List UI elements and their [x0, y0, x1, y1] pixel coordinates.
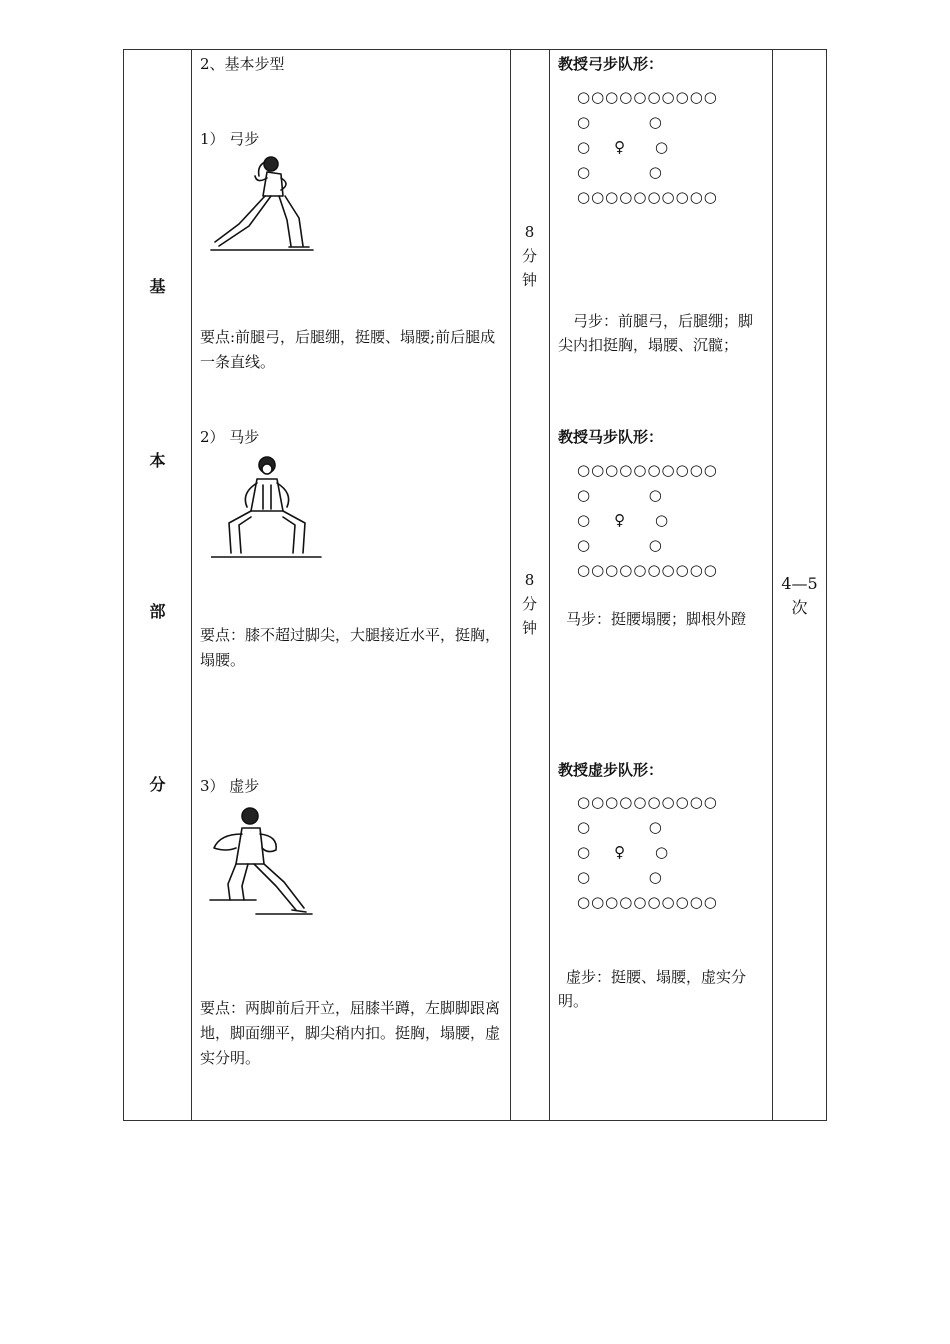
empty-stance-figure — [206, 802, 316, 918]
time-column — [510, 50, 550, 1120]
lesson-table — [123, 49, 827, 1121]
formation-row: ○○○○○○○○○○ — [577, 793, 718, 811]
formation-row: ○ ○ — [577, 113, 663, 131]
time-number: 8 — [524, 571, 535, 589]
formation-row: ○○○○○○○○○○ — [577, 188, 718, 206]
bow-formation-note: 弓步：前腿弓，后腿绷；脚尖内扣挺胸，塌腰、沉髋； — [558, 312, 754, 354]
horse-stance-title: 2） 马步 — [200, 428, 260, 446]
section-column — [124, 50, 192, 1120]
formation-row: ○ ○ — [577, 868, 663, 886]
bow-stance-figure — [209, 154, 315, 252]
time-unit-char: 钟 — [521, 619, 537, 637]
bow-formation — [577, 85, 718, 210]
time-unit-char: 分 — [521, 595, 537, 613]
formation-row: ○○○○○○○○○○ — [577, 88, 718, 106]
time-number: 8 — [524, 223, 535, 241]
section-char-4: 分 — [149, 775, 166, 794]
horse-formation-heading: 教授马步队形： — [558, 428, 664, 446]
formation-row: ○ ♀ ○ — [577, 511, 670, 529]
horse-formation — [577, 458, 718, 583]
bow-stance-points: 要点:前腿弓，后腿绷，挺腰、塌腰;前后腿成一条直线。 — [200, 328, 496, 371]
bow-stance-title: 1） 弓步 — [200, 130, 260, 148]
formation-row: ○ ○ — [577, 486, 663, 504]
empty-stance-title: 3） 虚步 — [200, 777, 260, 795]
repetition-count: 4—5 — [781, 574, 818, 593]
time-unit-char: 钟 — [521, 271, 537, 289]
horse-stance-figure — [211, 453, 323, 561]
formation-row: ○ ♀ ○ — [577, 138, 670, 156]
repetition-unit: 次 — [791, 598, 808, 617]
formation-row: ○ ○ — [577, 818, 663, 836]
formation-row: ○ ♀ ○ — [577, 843, 670, 861]
formation-row: ○○○○○○○○○○ — [577, 561, 718, 579]
time-block-2 — [510, 568, 549, 640]
content-heading: 2、基本步型 — [200, 55, 285, 73]
time-unit-char: 分 — [521, 247, 537, 265]
horse-formation-note: 马步：挺腰塌腰；脚根外蹬 — [566, 610, 747, 628]
section-char-2: 本 — [149, 451, 166, 470]
empty-formation — [577, 790, 718, 915]
repetitions — [772, 572, 827, 620]
horse-stance-points: 要点：膝不超过脚尖，大腿接近水平，挺胸，塌腰。 — [200, 626, 501, 669]
bow-formation-heading: 教授弓步队形： — [558, 55, 664, 73]
content-column — [191, 50, 511, 1120]
formation-row: ○ ○ — [577, 536, 663, 554]
time-block-1 — [510, 220, 549, 292]
formation-row: ○○○○○○○○○○ — [577, 893, 718, 911]
empty-stance-points: 要点：两脚前后开立，屈膝半蹲，左脚脚跟离地，脚面绷平，脚尖稍内扣。挺胸，塌腰，虚实分明。 — [200, 999, 501, 1067]
repetitions-column — [772, 50, 827, 1120]
formation-row: ○○○○○○○○○○ — [577, 461, 718, 479]
organization-column — [549, 50, 773, 1120]
section-char-1: 基 — [149, 277, 166, 296]
formation-row: ○ ○ — [577, 163, 663, 181]
empty-formation-note: 虚步：挺腰、塌腰，虚实分明。 — [558, 968, 747, 1010]
section-char-3: 部 — [149, 602, 166, 621]
empty-formation-heading: 教授虚步队形： — [558, 761, 664, 779]
